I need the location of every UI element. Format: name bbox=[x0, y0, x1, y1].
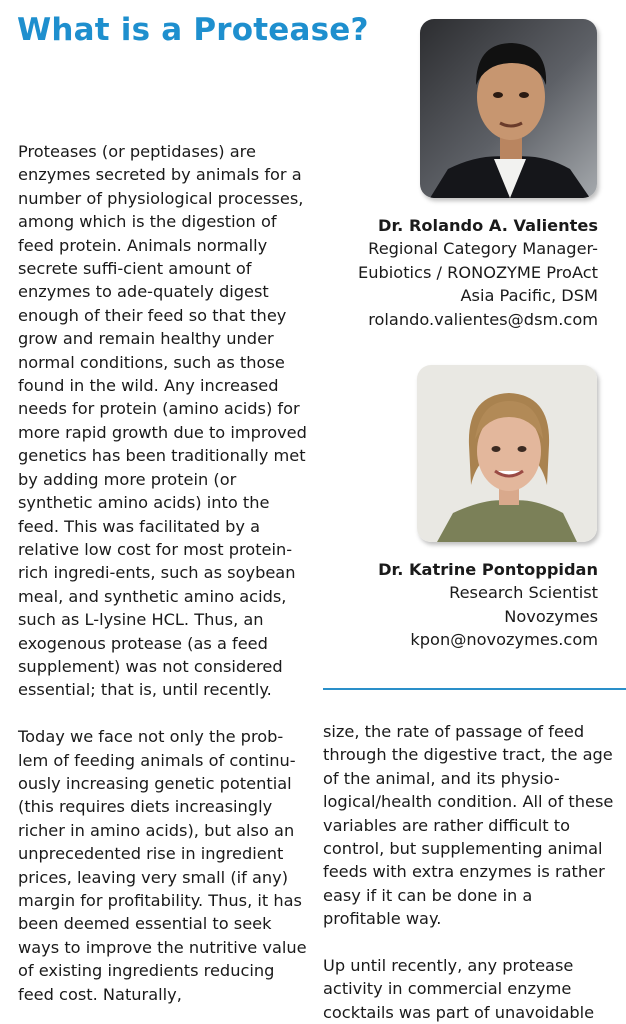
article-title: What is a Protease? bbox=[17, 12, 369, 48]
author-email: kpon@novozymes.com bbox=[410, 630, 598, 650]
author-title: Regional Category Manager- bbox=[368, 239, 598, 259]
author-name: Dr. Katrine Pontoppidan bbox=[378, 560, 598, 579]
author-caption-valientes bbox=[358, 214, 598, 331]
author-title: Research Scientist bbox=[449, 583, 598, 603]
left-column bbox=[18, 140, 308, 1006]
author-company: Asia Pacific, DSM bbox=[460, 286, 598, 306]
section-divider bbox=[323, 688, 626, 690]
author-caption-pontoppidan bbox=[378, 558, 598, 652]
author-name: Dr. Rolando A. Valientes bbox=[378, 216, 598, 235]
author-photo-valientes bbox=[420, 19, 597, 198]
author-photo-pontoppidan bbox=[417, 365, 597, 542]
paragraph: Proteases (or peptidases) are enzymes secreted by animals for a number of physiological processes, among which is the digestion of feed protein. Animals normally secrete suffi-cient amount of enzymes to ade-quately digest enough of their feed so that they grow and remain healthy under normal conditions, such as those found in the wild. Any increased needs for protein (amino acids) for more rapid growth due to improved genetics has been traditionally met by adding more protein (or synthetic amino acids) into the feed. This was facilitated by a relative low cost for most protein-rich ingredi-ents, such as soybean meal, and synthetic amino acids, such as L-lysine HCL. Thus, an exogenous protease (as a feed supplement) was not considered essential; that is, until recently. bbox=[18, 142, 307, 700]
right-column bbox=[323, 720, 615, 1024]
author-email: rolando.valientes@dsm.com bbox=[368, 309, 598, 329]
author-company: Novozymes bbox=[504, 606, 598, 626]
paragraph: Up until recently, any protease activity in commercial enzyme cocktails was part of unavoidable bbox=[323, 956, 595, 1022]
author-department: Eubiotics / RONOZYME ProAct bbox=[358, 262, 598, 282]
paragraph: size, the rate of passage of feed through the digestive tract, the age of the animal, and its physio-logical/health condition. All of these variables are rather difficult to control, but supplementing animal feeds with extra enzymes is rather easy if it can be done in a profitable way. bbox=[323, 722, 614, 929]
paragraph: Today we face not only the prob-lem of feeding animals of continu-ously increasing genetic potential (this requires diets increasingly richer in amino acids), but also an unprecedented rise in ingredient prices, leaving very small (if any) margin for profitability. Thus, it has been deemed essential to seek ways to improve the nutritive value of existing ingredients reducing feed cost. Naturally, bbox=[18, 727, 307, 1004]
